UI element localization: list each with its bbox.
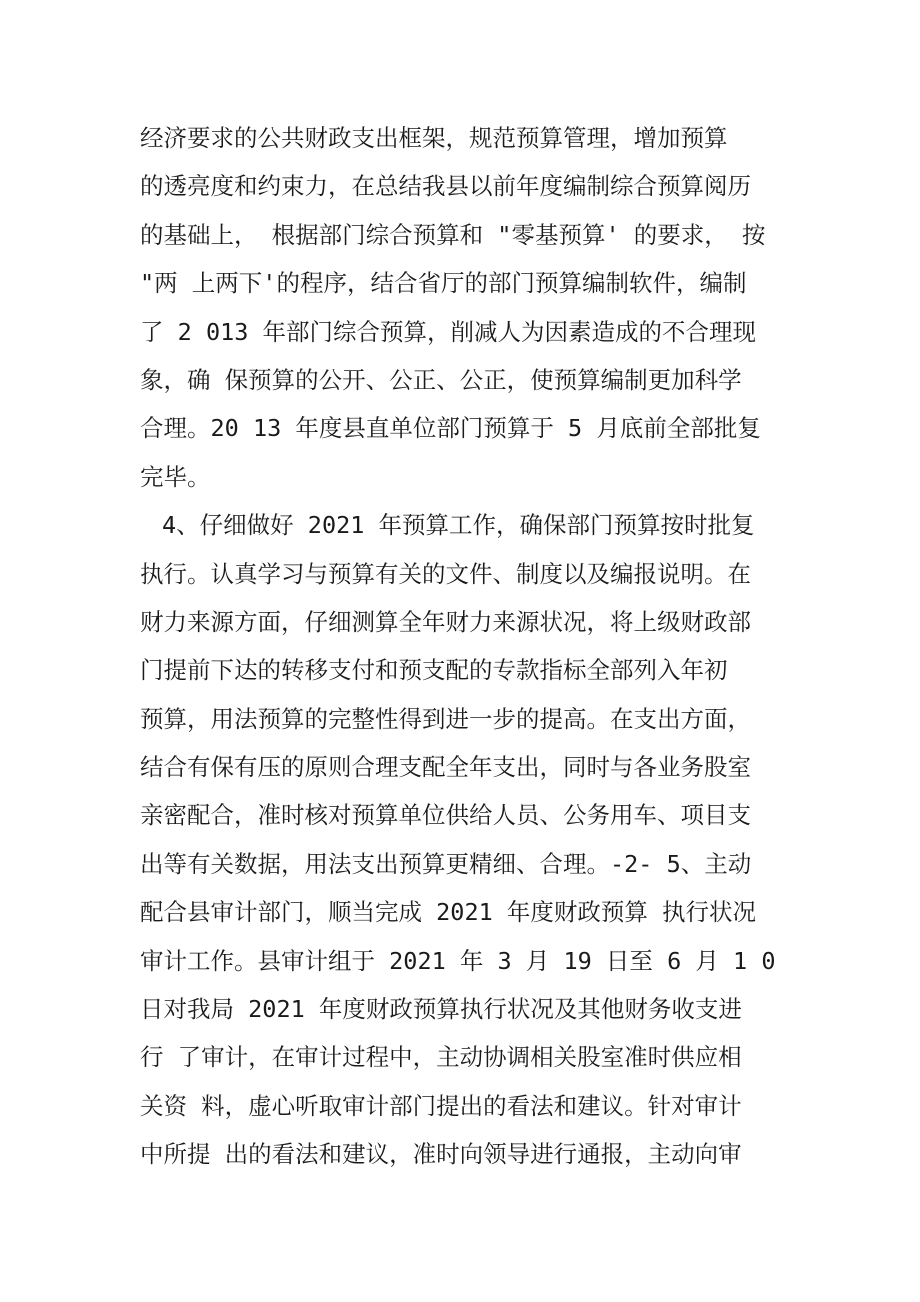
- text-line: 行 了审计，在审计过程中，主动协调相关股室准时供应相: [140, 1043, 742, 1072]
- document-body: [140, 114, 800, 1179]
- text-line: 了 2 013 年部门综合预算，削减人为因素造成的不合理现: [140, 317, 757, 346]
- text-line: 配合县审计部门，顺当完成 2021 年度财政预算 执行状况: [140, 898, 757, 927]
- text-line: 经济要求的公共财政支出框架，规范预算管理，增加预算: [140, 124, 728, 152]
- text-line: 执行。认真学习与预算有关的文件、制度以及编报说明。在: [140, 559, 751, 588]
- text-line: 预算，用法预算的完整性得到进一步的提高。在支出方面，: [140, 704, 751, 733]
- text-line: 审计工作。县审计组于 2021 年 3 月 19 日至 6 月 1 0: [140, 946, 776, 975]
- text-line: 的基础上， 根据部门综合预算和 "零基预算' 的要求， 按: [140, 220, 766, 249]
- text-line: 象，确 保预算的公开、公正、公正，使预算编制更加科学: [140, 365, 742, 394]
- text-line: 财力来源方面，仔细测算全年财力来源状况，将上级财政部: [140, 607, 751, 636]
- text-line: 完毕。: [140, 462, 211, 491]
- paragraph-start-line: 4、仔细做好 2021 年预算工作，确保部门预算按时批复: [162, 511, 755, 540]
- text-line: 亲密配合，准时核对预算单位供给人员、公务用车、项目支: [140, 801, 751, 830]
- text-line: 中所提 出的看法和建议，准时向领导进行通报，主动向审: [140, 1140, 742, 1169]
- text-line: 结合有保有压的原则合理支配全年支出，同时与各业务股室: [140, 753, 751, 782]
- text-line: 门提前下达的转移支付和预支配的专款指标全部列入年初: [140, 656, 728, 685]
- text-line: 出等有关数据，用法支出预算更精细、合理。-2- 5、主动: [140, 849, 752, 878]
- text-line: "两 上两下'的程序，结合省厅的部门预算编制软件，编制: [140, 269, 747, 298]
- text-line: 日对我局 2021 年度财政预算执行状况及其他财务收支进: [140, 995, 742, 1024]
- text-line: 的透亮度和约束力，在总结我县以前年度编制综合预算阅历: [140, 172, 751, 201]
- text-line: 关资 料，虚心听取审计部门提出的看法和建议。针对审计: [140, 1091, 742, 1120]
- text-line: 合理。20 13 年度县直单位部门预算于 5 月底前全部批复: [140, 414, 761, 443]
